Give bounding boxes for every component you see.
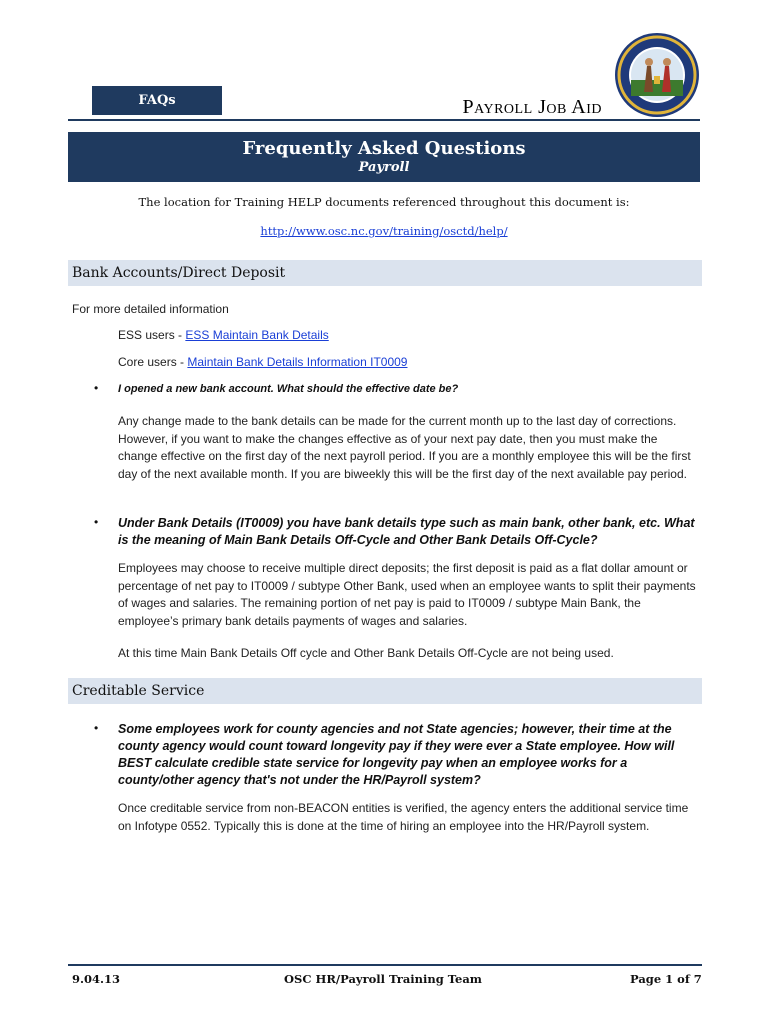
state-controller-seal-icon	[614, 32, 700, 118]
section-heading-creditable-service: Creditable Service	[68, 678, 702, 704]
intro-text: The location for Training HELP documents referenced throughout this document is:	[138, 195, 630, 209]
faqs-tab: FAQs	[92, 86, 222, 115]
payroll-job-aid-title: Payroll Job Aid	[462, 96, 602, 118]
bullet-icon: •	[94, 721, 99, 735]
title-banner	[68, 132, 700, 182]
bullet-icon: •	[94, 515, 99, 529]
core-users-prefix: Core users -	[118, 355, 188, 369]
bullet-icon: •	[94, 381, 99, 395]
detail-intro: For more detailed information	[72, 302, 229, 316]
question-county-longevity: Some employees work for county agencies and not State agencies; however, their time at the county agency would count toward longevity pay if they were ever a State employee. How will BEST calculate credible state service for longevity pay when an employee works for a county/other agency that's not under the HR/Payroll system?	[118, 722, 675, 787]
document-title: Frequently Asked Questions	[242, 138, 526, 159]
answer-creditable-service: Once creditable service from non-BEACON entities is verified, the agency enters the additional service time on Infotype 0552. Typically this is done at the time of hiring an employee into the HR/Payroll system.	[118, 801, 689, 833]
help-docs-link[interactable]: http://www.osc.nc.gov/training/osctd/help/	[260, 224, 508, 238]
footer-team: OSC HR/Payroll Training Team	[284, 972, 482, 986]
core-bank-details-link[interactable]: Maintain Bank Details Information IT0009	[187, 355, 408, 369]
core-users-line	[118, 354, 407, 372]
ess-bank-details-link[interactable]: ESS Maintain Bank Details	[185, 328, 329, 342]
ess-users-line	[118, 327, 329, 345]
section-heading-bank: Bank Accounts/Direct Deposit	[68, 260, 702, 286]
document-subtitle: Payroll	[358, 160, 410, 175]
help-link-wrap	[68, 224, 700, 238]
footer-divider	[68, 964, 702, 966]
question-new-bank-account: I opened a new bank account. What should the effective date be?	[118, 383, 459, 395]
ess-users-prefix: ESS users -	[118, 328, 186, 342]
answer-multiple-deposits: Employees may choose to receive multiple direct deposits; the first deposit is paid as a flat dollar amount or percentage of net pay to IT0009 / subtype Other Bank, used when an employee wants to split their payments of wages and salaries. The remaining portion of net pay is paid to IT0009 / subtype Main Bank, the employee’s primary bank details payments of wages and salaries.	[118, 561, 696, 628]
question-bank-details-off-cycle: Under Bank Details (IT0009) you have bank details type such as main bank, other bank, etc. What is the meaning of Main Bank Details Off-Cycle and Other Bank Details Off-Cycle?	[118, 516, 695, 547]
header-divider	[68, 119, 700, 121]
footer-date: 9.04.13	[72, 972, 121, 986]
footer-page-number: Page 1 of 7	[630, 972, 702, 986]
answer-off-cycle-not-used: At this time Main Bank Details Off cycle and Other Bank Details Off-Cycle are not being used.	[118, 646, 614, 660]
answer-new-bank-account: Any change made to the bank details can be made for the current month up to the last day of corrections. However, if you want to make the changes effective as of your next pay date, then you must make the change effective on the first day of the next payroll period. If you are a monthly employee this will be the first day of the next available month. If you are biweekly this will be the first day of the next available pay period.	[118, 414, 691, 481]
